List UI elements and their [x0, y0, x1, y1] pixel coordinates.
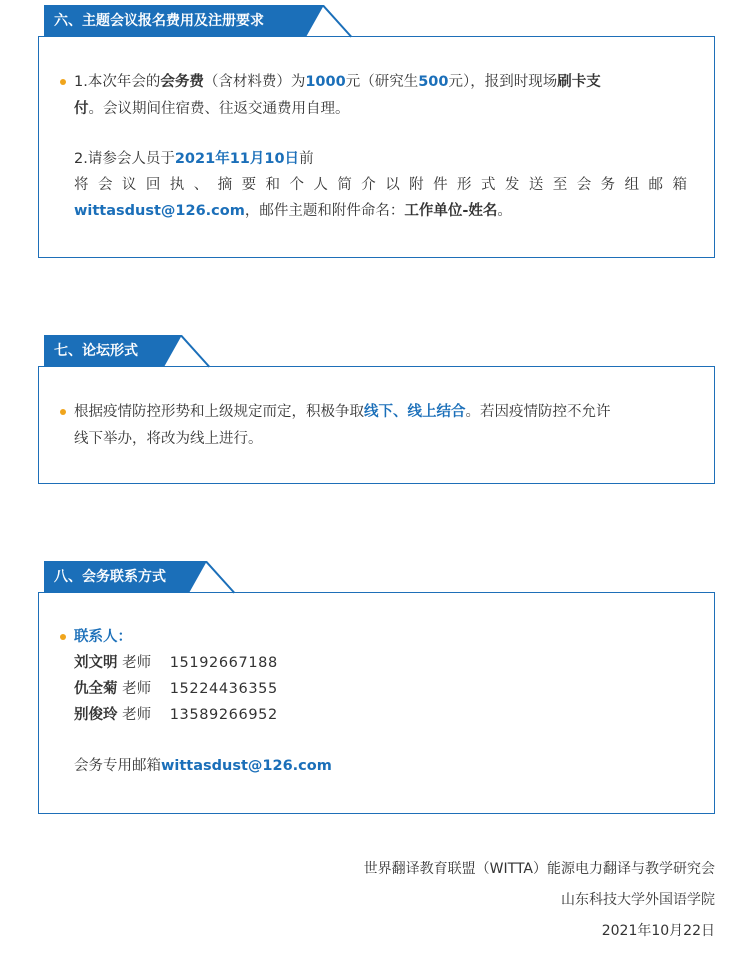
contact-row: [74, 705, 278, 725]
contact-row: [74, 679, 278, 699]
contact-role: 老师: [122, 655, 152, 671]
contact-phone[interactable]: 15192667188: [169, 655, 278, 671]
email-link[interactable]: wittasdust@126.com: [161, 758, 332, 774]
submission-line: 将会议回执、摘要和个人简介以附件形式发送至会务组邮箱: [74, 177, 687, 193]
contact-role: 老师: [122, 681, 152, 697]
bullet-icon: [60, 409, 66, 415]
format-line2: 线下举办，将改为线上进行。: [74, 431, 263, 447]
submission-email-line: [74, 201, 512, 221]
tab-connector: [181, 335, 211, 368]
email-label: 会务专用邮箱: [74, 758, 161, 774]
fee-text: 1.本次年会的: [74, 74, 161, 90]
contact-name: 别俊玲: [74, 707, 118, 723]
tab-connector: [206, 561, 236, 594]
section-box: [38, 592, 715, 814]
format-text: 。若因疫情防控不允许: [465, 404, 611, 420]
fee-amount: 1000: [305, 74, 346, 90]
contact-row: [74, 653, 278, 673]
naming-rule: 工作单位-姓名: [404, 203, 498, 219]
email-link[interactable]: wittasdust@126.com: [74, 203, 245, 219]
footer-school: 山东科技大学外国语学院: [561, 892, 715, 908]
section-box: [38, 36, 715, 258]
deadline-date: 2021年11月10日: [174, 151, 300, 167]
contact-phone[interactable]: 13589266952: [169, 707, 278, 723]
bullet-icon: [60, 79, 66, 85]
payment-keyword: 付: [74, 101, 89, 117]
tab-edge: [306, 5, 324, 37]
tab-edge: [164, 335, 182, 367]
contact-name: 仇全菊: [74, 681, 118, 697]
contact-role: 老师: [122, 707, 152, 723]
footer-organizer: 世界翻译教育联盟（WITTA）能源电力翻译与教学研究会: [363, 861, 715, 877]
fee-paragraph-line2: [74, 99, 350, 119]
contact-label: [74, 627, 132, 647]
deadline-text: 前: [299, 151, 314, 167]
fee-text: 。会议期间住宿费、往返交通费用自理。: [88, 101, 350, 117]
bullet-icon: [60, 634, 66, 640]
fee-keyword: 会务费: [160, 74, 204, 90]
fee-text: 元），报到时现场: [448, 74, 558, 90]
footer-date: 2021年10月22日: [601, 923, 715, 939]
fee-text: 元（研究生: [345, 74, 419, 90]
student-fee-amount: 500: [418, 74, 449, 90]
section-title: 六、主题会议报名费用及注册要求: [44, 5, 306, 37]
section-format: [38, 330, 715, 490]
tab-connector: [323, 5, 353, 38]
section-title: 七、论坛形式: [44, 335, 164, 367]
fee-paragraph: [74, 72, 601, 92]
submission-text: ，邮件主题和附件命名：: [244, 203, 405, 219]
contact-phone[interactable]: 15224436355: [169, 681, 278, 697]
section-box: [38, 366, 715, 484]
deadline-line: [74, 149, 314, 169]
tab-edge: [189, 561, 207, 593]
section-registration: [38, 0, 715, 260]
format-line: [74, 402, 611, 422]
submission-text: 。: [497, 203, 512, 219]
format-keyword: 线下、线上结合: [364, 404, 466, 420]
contact-name: 刘文明: [74, 655, 118, 671]
payment-keyword: 刷卡支: [557, 74, 601, 90]
deadline-text: 2.请参会人员于: [74, 151, 175, 167]
conference-email-line: [74, 756, 332, 776]
fee-text: （含材料费）为: [203, 74, 306, 90]
section-title: 八、会务联系方式: [44, 561, 189, 593]
contact-heading: 联系人：: [74, 629, 132, 645]
section-contact: [38, 556, 715, 816]
format-text: 根据疫情防控形势和上级规定而定，积极争取: [74, 404, 364, 420]
